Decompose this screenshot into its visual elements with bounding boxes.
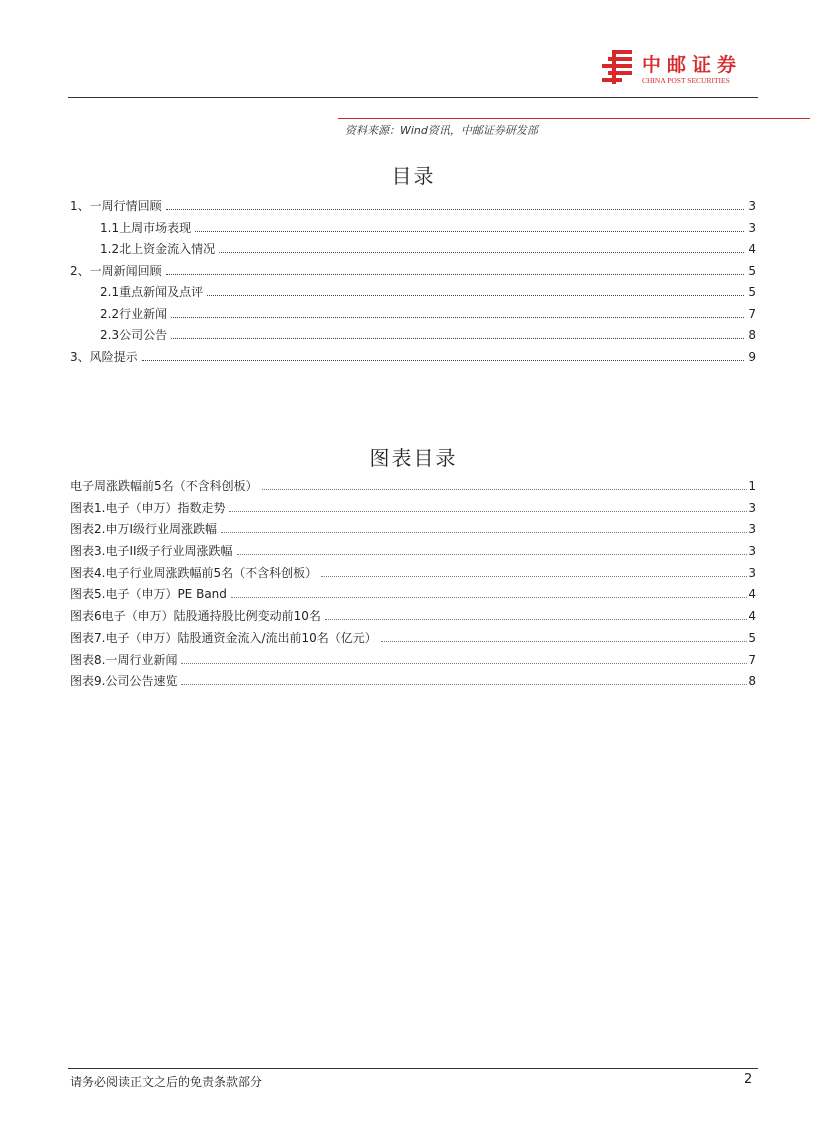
figure-entry-label: 图表4.电子行业周涨跌幅前5名（不含科创板） [70, 565, 318, 580]
brand-name-cn: 中邮证券 [642, 54, 743, 76]
toc-entry-page: 3 [748, 199, 756, 213]
toc-entry-page: 8 [748, 328, 756, 342]
figure-entry-label: 图表3.电子II级子行业周涨跌幅 [70, 544, 233, 559]
footer-disclaimer: 请务必阅读正文之后的免责条款部分 [70, 1075, 263, 1089]
source-divider [338, 118, 810, 119]
page-number: 2 [744, 1072, 753, 1087]
figure-entry[interactable] [70, 499, 756, 521]
figure-entry[interactable] [70, 520, 756, 542]
toc-entry-page: 3 [748, 220, 756, 235]
leader-dots [237, 553, 748, 555]
figure-entry[interactable] [70, 651, 756, 673]
figures-title: 图表目录 [369, 446, 458, 470]
leader-dots [262, 488, 748, 490]
leader-dots [166, 208, 745, 210]
leader-dots [219, 251, 744, 253]
figure-entry-page: 7 [748, 652, 756, 667]
figure-entry-page: 3 [748, 565, 756, 580]
figure-entry-label: 图表5.电子（申万）PE Band [70, 587, 227, 602]
leader-dots [181, 683, 747, 685]
company-logo [598, 48, 758, 92]
toc-entry-label: 1、一周行情回顾 [70, 199, 162, 213]
toc-entry[interactable] [70, 240, 756, 262]
figure-entry-page: 3 [748, 544, 756, 559]
figure-entry-page: 8 [748, 674, 756, 689]
toc-entry-label: 2.2行业新闻 [100, 306, 168, 321]
source-note: 资料来源：Wind资讯，中邮证券研发部 [345, 124, 538, 137]
toc-entry[interactable] [70, 326, 756, 348]
toc-entry-label: 1.1上周市场表现 [100, 220, 192, 235]
toc-entry-page: 4 [748, 242, 756, 256]
figure-entry-page: 3 [748, 522, 756, 537]
leader-dots [166, 273, 745, 275]
figure-entry-label: 图表9.公司公告速览 [70, 674, 178, 689]
toc-entry[interactable] [70, 219, 756, 241]
toc-entry-label: 1.2北上资金流入情况 [100, 242, 216, 256]
toc-entry[interactable] [70, 283, 756, 305]
leader-dots [381, 640, 748, 642]
leader-dots [181, 662, 747, 664]
figure-entry-label: 图表1.电子（申万）指数走势 [70, 500, 226, 515]
leader-dots [207, 294, 744, 296]
toc-entry[interactable] [70, 305, 756, 327]
toc-entry[interactable] [70, 197, 756, 219]
figure-entry-page: 3 [748, 500, 756, 515]
toc-entry-label: 3、风险提示 [70, 349, 138, 364]
figure-entry[interactable] [70, 477, 756, 499]
figure-entry-page: 5 [748, 630, 756, 645]
toc-entry-page: 5 [748, 263, 756, 278]
leader-dots [171, 316, 744, 318]
leader-dots [231, 596, 747, 598]
toc-list [70, 197, 756, 369]
figure-entry[interactable] [70, 564, 756, 586]
header-divider [68, 97, 758, 98]
figure-entry[interactable] [70, 672, 756, 694]
figure-entry-label: 图表2.申万I级行业周涨跌幅 [70, 522, 217, 537]
figure-entry-label: 电子周涨跌幅前5名（不含科创板） [70, 479, 258, 493]
figure-entry[interactable] [70, 607, 756, 629]
leader-dots [195, 230, 744, 232]
toc-entry-page: 9 [748, 349, 756, 364]
figure-entry-label: 图表8.一周行业新闻 [70, 652, 178, 667]
figure-entry-page: 4 [748, 609, 756, 624]
brand-name-en: CHINA POST SECURITIES [642, 76, 730, 85]
figure-entry-label: 图表7.电子（申万）陆股通资金流入/流出前10名（亿元） [70, 630, 377, 645]
china-post-logo-icon [598, 48, 638, 88]
toc-entry[interactable] [70, 348, 756, 370]
toc-entry-label: 2.1重点新闻及点评 [100, 285, 204, 299]
leader-dots [325, 618, 747, 620]
figures-list [70, 477, 756, 694]
toc-entry-label: 2、一周新闻回顾 [70, 263, 162, 278]
figure-entry-label: 图表6电子（申万）陆股通持股比例变动前10名 [70, 609, 321, 624]
toc-entry-page: 7 [748, 306, 756, 321]
leader-dots [229, 510, 747, 512]
figure-entry[interactable] [70, 542, 756, 564]
figure-entry[interactable] [70, 629, 756, 651]
toc-entry[interactable] [70, 262, 756, 284]
figure-entry-page: 1 [748, 479, 756, 493]
toc-entry-page: 5 [748, 285, 756, 299]
figure-entry-page: 4 [748, 587, 756, 602]
leader-dots [171, 337, 744, 339]
leader-dots [142, 359, 745, 361]
figure-entry[interactable] [70, 585, 756, 607]
leader-dots [221, 531, 747, 533]
toc-entry-label: 2.3公司公告 [100, 328, 168, 342]
leader-dots [321, 575, 747, 577]
toc-title: 目录 [391, 164, 436, 188]
footer-divider [68, 1068, 758, 1069]
